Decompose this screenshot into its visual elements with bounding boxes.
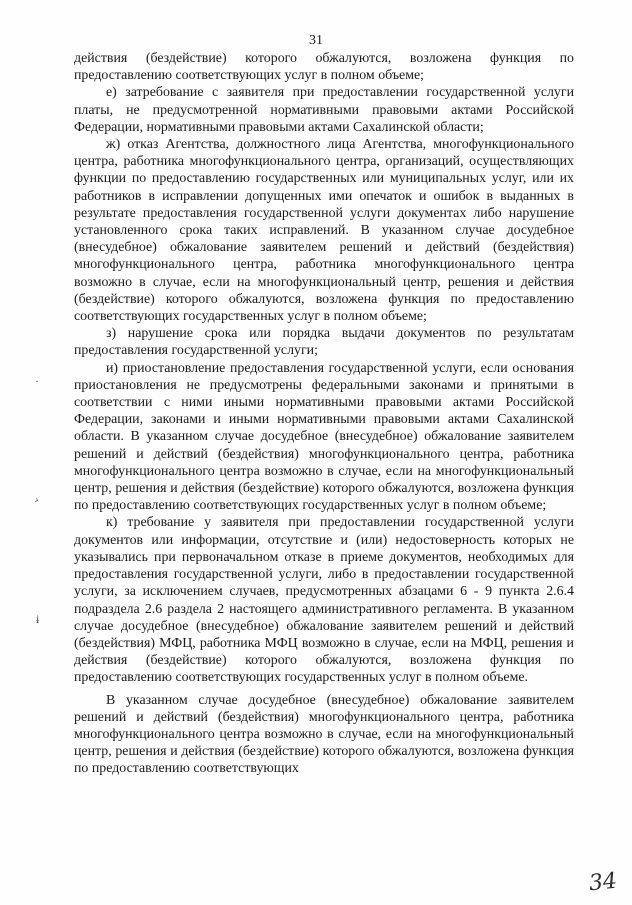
handwritten-page-number: 34 xyxy=(587,868,619,897)
paragraph-item-e: е) затребование с заявителя при предоставлении государственной услуги платы, не предусмотренной нормативными правовыми актами Российской Федерации, нормативными правовыми актами Сахалинской области; xyxy=(74,85,574,135)
paragraph-item-z: з) нарушение срока или порядка выдачи документов по результатам предоставления государственной услуги; xyxy=(74,326,574,359)
paragraph-item-i: и) приостановление предоставления государственной услуги, если основания приостановления не предусмотрены федеральными законами и принятыми в соответствии с ними иными нормативными правовыми актами Российской Федерации, законами и иными нормативными правовыми актами Сахалинской области. В указанном случае досудебное (внесудебное) обжалование заявителем решений и действий (бездействия) многофункционального центра, работника многофункционального центра возможно в случае, если на многофункциональный центр, решения и действия (бездействие) которого обжалуются, возложена функция по предоставлению соответствующих государственных услуг в полном объеме; xyxy=(74,360,574,514)
paragraph-closing: В указанном случае досудебное (внесудебное) обжалование заявителем решений и действий (бездействия) многофункционального центра, работника многофункционального центра возможно в случае, если на многофункциональный центр, решения и действия (бездействие) которого обжалуются, возложена функция по предоставлению соответствующих xyxy=(74,692,574,777)
scan-speck: · xyxy=(35,374,39,388)
paragraph-continuation: действия (бездействие) которого обжалуются, возложена функция по предоставлению соответствующих услуг в полном объеме; xyxy=(74,51,574,84)
scan-speck: › xyxy=(32,491,42,507)
paragraph-item-k: к) требование у заявителя при предоставлении государственной услуги документов или информации, отсутствие и (или) недостоверность которых не указывались при первоначальном отказе в приеме документов, необходимых для предоставления государственной услуги, либо в предоставлении государственной услуги, за исключением случаев, предусмотренных абзацами 6 - 9 пункта 2.6.4 подраздела 2.6 раздела 2 настоящего административного регламента. В указанном случае досудебное (внесудебное) обжалование заявителем решений и действий (бездействия) МФЦ, работника МФЦ возможно в случае, если на МФЦ, решения и действия (бездействие) которого обжалуются, возложена функция по предоставлению соответствующих государственных услуг в полном объеме. xyxy=(74,515,574,686)
paragraph-item-zh: ж) отказ Агентства, должностного лица Агентства, многофункционального центра, работника многофункционального центра, организаций, осуществляющих функции по предоставлению государственных или муниципальных услуг, или их работников в исправлении допущенных ими опечаток и ошибок в выданных в результате предоставления государственной услуги документах либо нарушение установленного срока таких исправлений. В указанном случае досудебное (внесудебное) обжалование заявителем решений и действий (бездействия) многофункционального центра, работника многофункционального центра возможно в случае, если на многофункциональный центр, решения и действия (бездействие) которого обжалуются, возложена функция по предоставлению соответствующих государственных услуг в полном объеме; xyxy=(74,137,574,325)
body-text xyxy=(74,50,574,778)
page-number: 31 xyxy=(309,33,323,48)
scan-speck: ɨ xyxy=(36,612,40,626)
